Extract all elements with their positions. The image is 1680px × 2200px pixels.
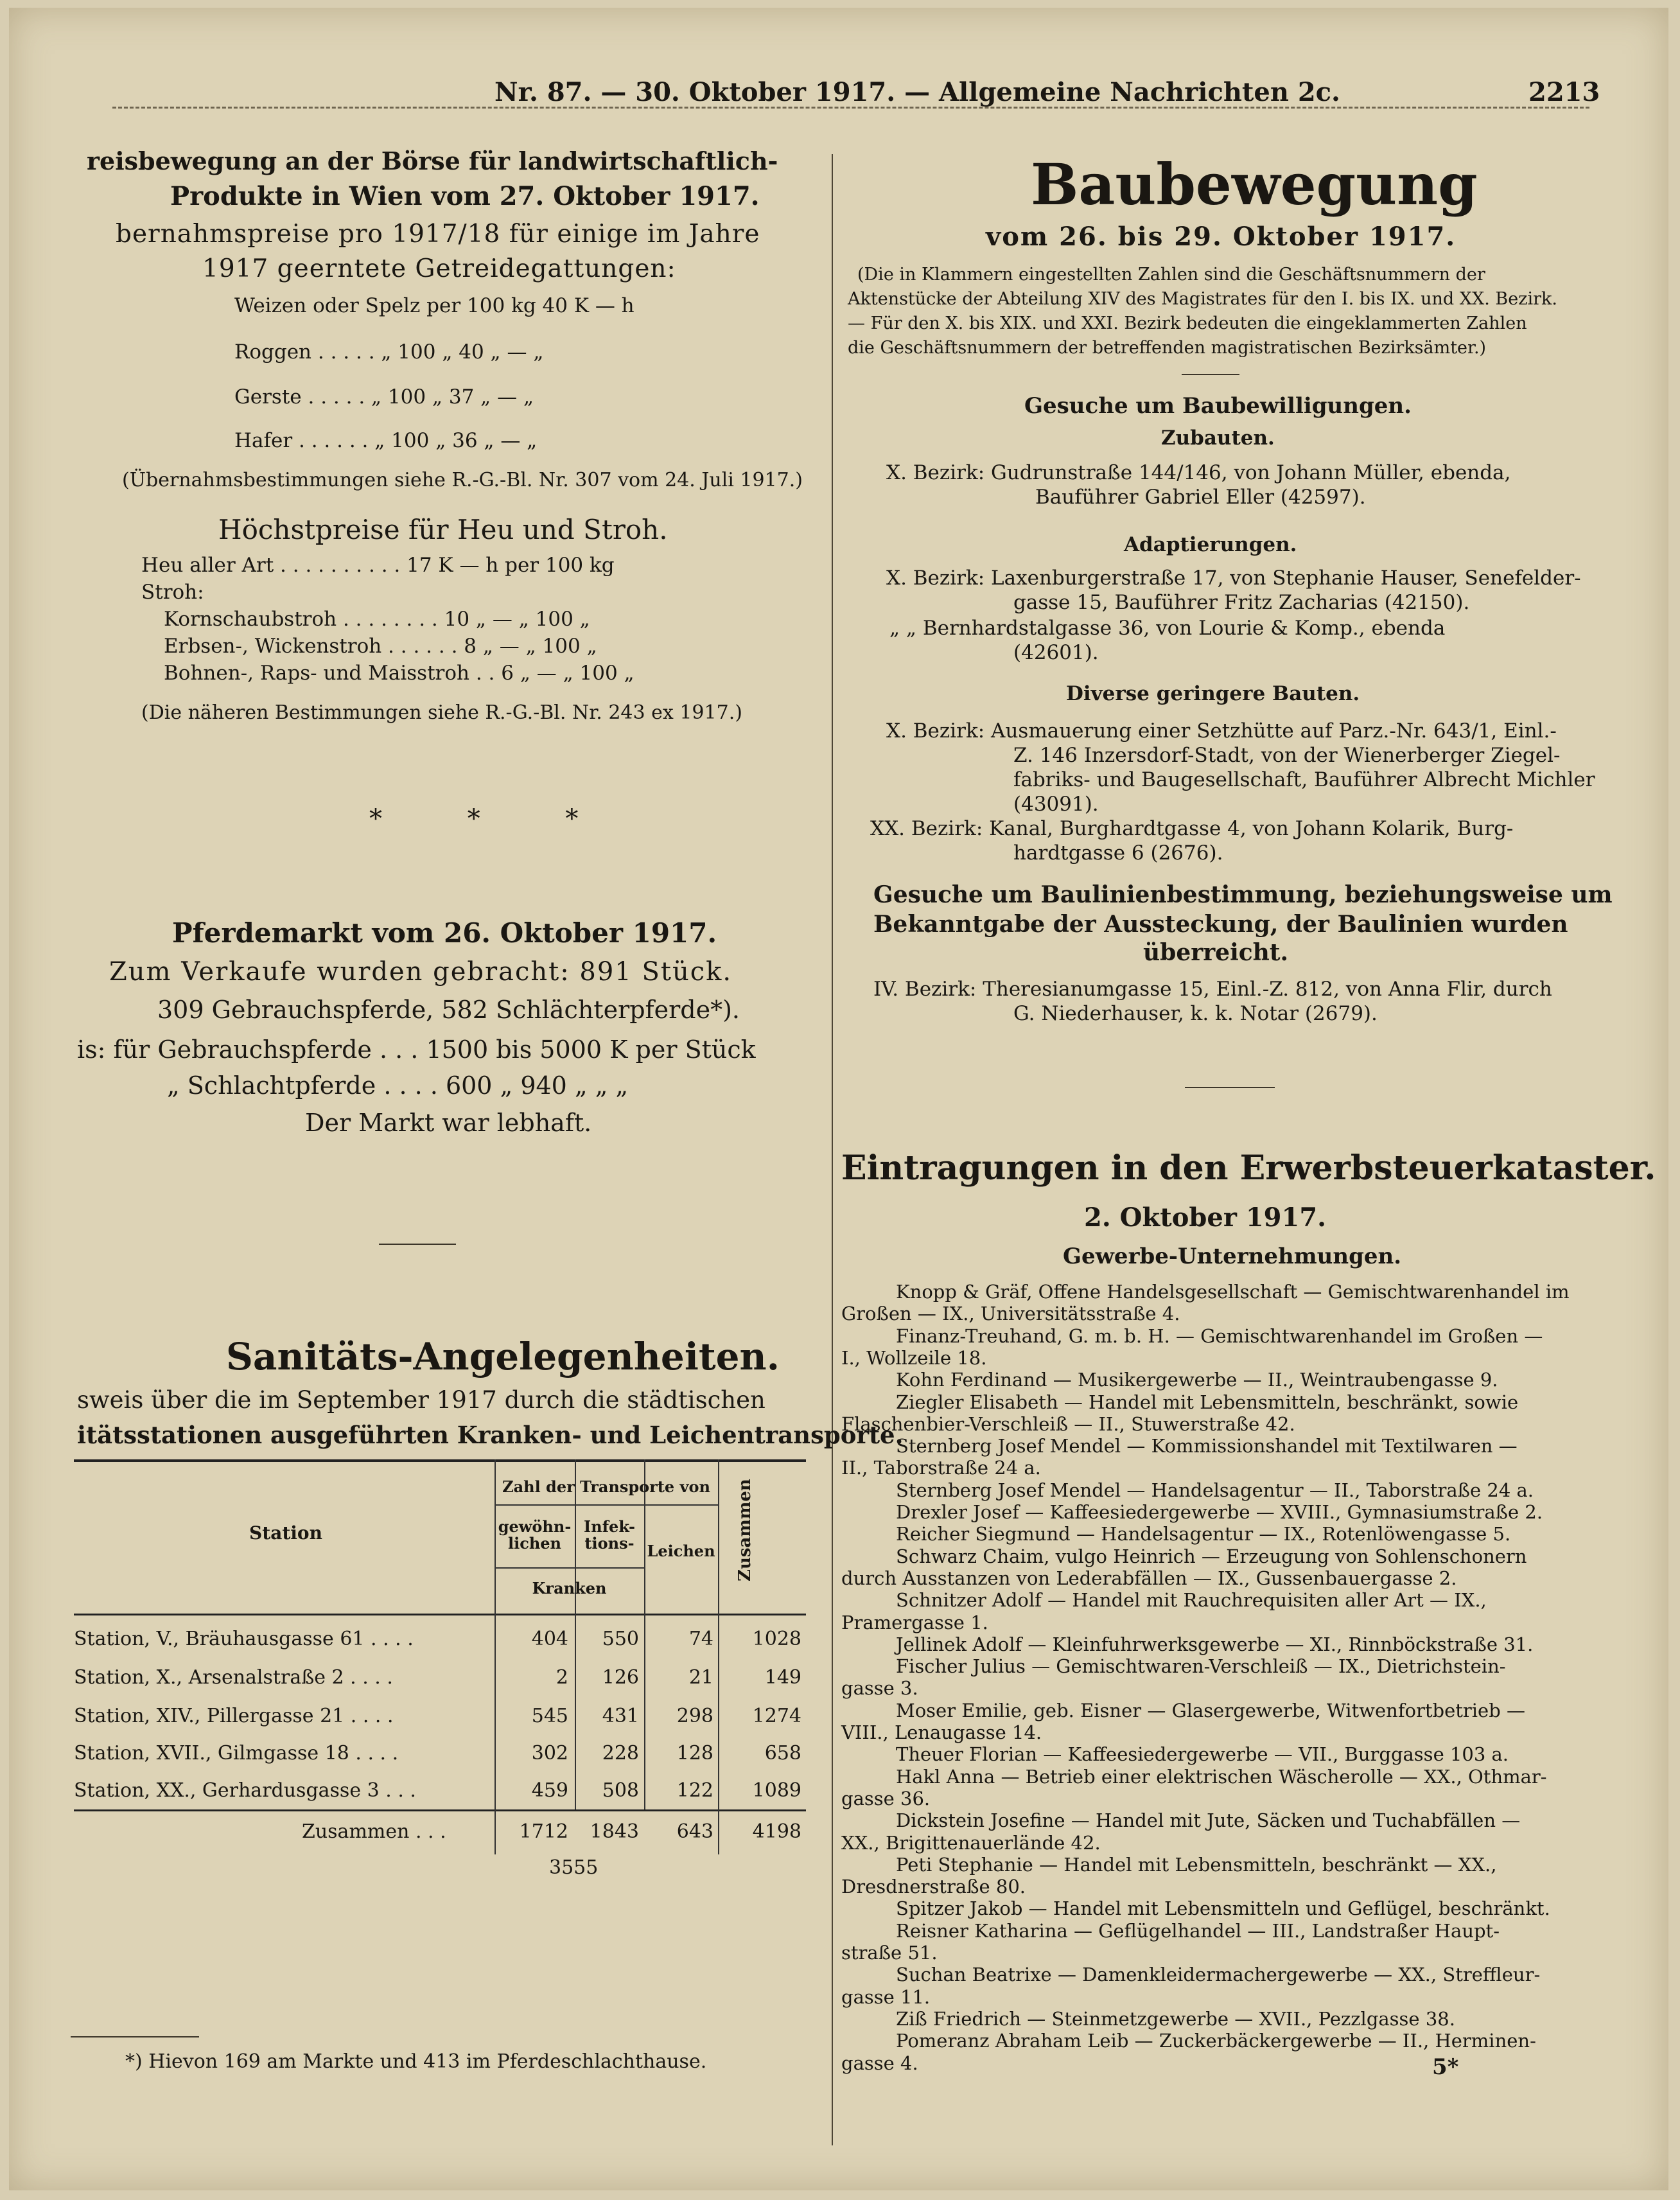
cell-gewoehnlich: 404 — [531, 1628, 568, 1650]
erwerb-line: Ziß Friedrich — Steinmetzgewerbe — XVII., Pezzlgasse 38. — [896, 2007, 1455, 2030]
bau-subtitle: vom 26. bis 29. Oktober 1917. — [986, 222, 1457, 252]
price-row: Roggen . . . . . „ 100 „ 40 „ — „ — [234, 340, 544, 364]
header-leichen: Leichen — [647, 1542, 715, 1560]
total-infektion: 1843 — [590, 1820, 639, 1843]
erwerb-line: Pramergasse 1. — [841, 1611, 988, 1633]
cell-leichen: 21 — [688, 1666, 713, 1689]
bau-intro-line: — Für den X. bis XIX. und XXI. Bezirk bedeuten die eingeklammerten Zahlen — [848, 313, 1527, 333]
adaptierung-line: gasse 15, Bauführer Fritz Zacharias (42150). — [1013, 591, 1470, 614]
erwerb-line: gasse 11. — [841, 1985, 931, 2008]
table-total-rule — [74, 1809, 806, 1811]
erwerb-line: Pomeranz Abraham Leib — Zuckerbäckergewerbe — II., Herminen- — [896, 2030, 1536, 2052]
hay-row: Erbsen-, Wickenstroh . . . . . . 8 „ — „ 100 „ — [164, 635, 597, 658]
bau-intro-line: Aktenstücke der Abteilung XIV des Magistrates für den I. bis IX. und XX. Bezirk. — [848, 289, 1557, 309]
kranken-total: 3555 — [549, 1856, 599, 1879]
h-zubauten: Zubauten. — [1161, 427, 1275, 450]
cell-infektion: 228 — [602, 1742, 639, 1764]
erwerb-line: Knopp & Gräf, Offene Handelsgesellschaft — Gemischtwarenhandel im — [896, 1281, 1570, 1303]
baulinien-line: IV. Bezirk: Theresianumgasse 15, Einl.-Z. 812, von Anna Flir, durch — [873, 978, 1552, 1001]
erwerb-line: straße 51. — [841, 1942, 938, 1964]
h-adaptierungen: Adaptierungen. — [1124, 533, 1297, 556]
section-rule — [379, 1244, 456, 1245]
footnote: *) Hievon 169 am Markte und 413 im Pferdeschlachthause. — [125, 2050, 707, 2073]
erwerb-title: Eintragungen in den Erwerbsteuerkataster. — [841, 1148, 1656, 1188]
cell-gewoehnlich: 459 — [531, 1779, 568, 1802]
total-gewoehnlich: 1712 — [519, 1820, 568, 1843]
diverse-line: XX. Bezirk: Kanal, Burghardtgasse 4, von Johann Kolarik, Burg- — [870, 817, 1514, 840]
column-divider — [832, 154, 833, 2145]
table-row-station: Station, XIV., Pillergasse 21 . . . . — [74, 1705, 394, 1727]
erwerb-line: gasse 3. — [841, 1677, 918, 1700]
erwerb-line: Suchan Beatrixe — Damenkleidermachergewerbe — XX., Streffleur- — [896, 1964, 1541, 1986]
sanitaet-intro-line2: itätsstationen ausgeführten Kranken- und Leichentransporte. — [77, 1421, 904, 1449]
header-station: Station — [249, 1522, 322, 1544]
page-number: 2213 — [1528, 77, 1600, 107]
erwerb-line: I., Wollzeile 18. — [841, 1346, 987, 1369]
h-baulinien: Gesuche um Baulinienbestimmung, beziehungsweise um — [873, 881, 1613, 908]
hay-note: (Die näheren Bestimmungen siehe R.-G.-Bl. Nr. 243 ex 1917.) — [141, 701, 742, 724]
erwerb-line: Drexler Josef — Kaffeesiedergewerbe — XVIII., Gymnasiumstraße 2. — [896, 1501, 1543, 1523]
h-baulinien: Bekanntgabe der Aussteckung, der Baulinien wurden — [873, 911, 1568, 938]
bau-intro-line: (Die in Klammern eingestellten Zahlen sind die Geschäftsnummern der — [857, 265, 1485, 285]
h-baulinien: überreicht. — [1143, 939, 1289, 966]
erwerb-line: gasse 36. — [841, 1787, 931, 1809]
sanitaet-title: Sanitäts-Angelegenheiten. — [226, 1335, 780, 1378]
table-row-station: Station, XX., Gerhardusgasse 3 . . . — [74, 1779, 416, 1802]
header-gewoehnlich: gewöhn-lichen — [498, 1517, 572, 1553]
adaptierung-line: X. Bezirk: Laxenburgerstraße 17, von Stephanie Hauser, Senefelder- — [886, 567, 1581, 590]
page-header — [0, 71, 1680, 109]
cell-gewoehnlich: 2 — [556, 1666, 568, 1689]
signature-mark: 5* — [1432, 2054, 1459, 2080]
erwerb-date: 2. Oktober 1917. — [1084, 1202, 1327, 1233]
table-border-top — [74, 1459, 806, 1462]
header-transport-group: Zahl der Transporte von — [502, 1477, 710, 1496]
erwerb-line: Theuer Florian — Kaffeesiedergewerbe — VII., Burggasse 103 a. — [896, 1743, 1509, 1766]
price-row: Hafer . . . . . . „ 100 „ 36 „ — „ — [234, 429, 538, 452]
erwerb-line: Spitzer Jakob — Handel mit Lebensmitteln und Geflügel, beschränkt. — [896, 1897, 1550, 1920]
boerse-title-line1: reisbewegung an der Börse für landwirtschaftlich- — [87, 146, 778, 175]
zubauten-line: X. Bezirk: Gudrunstraße 144/146, von Johann Müller, ebenda, — [886, 461, 1511, 484]
section-stars: * * * — [369, 804, 617, 834]
table-header-rule — [74, 1614, 806, 1615]
baulinien-line: G. Niederhauser, k. k. Notar (2679). — [1013, 1002, 1378, 1025]
price-row: Gerste . . . . . „ 100 „ 37 „ — „ — [234, 385, 534, 409]
erwerb-line: Reicher Siegmund — Handelsagentur — IX., Rotenlöwengasse 5. — [896, 1523, 1511, 1545]
cell-leichen: 74 — [688, 1628, 713, 1650]
erwerb-line: Dickstein Josefine — Handel mit Jute, Säcken und Tuchabfällen — — [896, 1809, 1521, 1832]
hay-row: Bohnen-, Raps- und Maisstroh . . 6 „ — „ 100 „ — [164, 662, 634, 685]
erwerb-line: VIII., Lenaugasse 14. — [841, 1721, 1042, 1743]
boerse-intro-line2: 1917 geerntete Getreidegattungen: — [202, 254, 676, 283]
header-title: Nr. 87. — 30. Oktober 1917. — Allgemeine Nachrichten 2c. — [494, 77, 1340, 107]
erwerb-line: Großen — IX., Universitätsstraße 4. — [841, 1303, 1180, 1325]
cell-gewoehnlich: 545 — [531, 1705, 568, 1727]
pferdemarkt-line2: 309 Gebrauchspferde, 582 Schlächterpferde*). — [157, 996, 740, 1024]
hay-row: Kornschaubstroh . . . . . . . . 10 „ — „ 100 „ — [164, 608, 590, 631]
hay-row: Heu aller Art . . . . . . . . . . 17 K — h per 100 kg — [141, 554, 615, 577]
adaptierung-line: (42601). — [1013, 641, 1099, 664]
diverse-line: (43091). — [1013, 793, 1099, 816]
pferdemarkt-line4: „ Schlachtpferde . . . . 600 „ 940 „ „ „ — [167, 1071, 629, 1100]
diverse-line: hardtgasse 6 (2676). — [1013, 841, 1223, 865]
erwerb-line: Fischer Julius — Gemischtwaren-Verschleiß — IX., Dietrichstein- — [896, 1655, 1506, 1678]
erwerb-line: Jellinek Adolf — Kleinfuhrwerksgewerbe — XI., Rinnböckstraße 31. — [896, 1633, 1534, 1655]
cell-zusammen: 658 — [764, 1742, 801, 1764]
pferdemarkt-line3: is: für Gebrauchspferde . . . 1500 bis 5000 K per Stück — [77, 1035, 756, 1064]
header-rule — [112, 107, 1589, 109]
erwerb-line: Reisner Katharina — Geflügelhandel — III., Landstraßer Haupt- — [896, 1919, 1500, 1942]
pferdemarkt-line1: Zum Verkaufe wurden gebracht: 891 Stück. — [109, 957, 733, 987]
erwerb-line: Hakl Anna — Betrieb einer elektrischen Wäscherolle — XX., Othmar- — [896, 1765, 1547, 1788]
bau-title: Baubewegung — [1031, 151, 1478, 218]
erwerb-line: Flaschenbier-Verschleiß — II., Stuwerstraße 42. — [841, 1412, 1295, 1435]
erwerb-line: gasse 4. — [841, 2052, 918, 2074]
pferdemarkt-line5: Der Markt war lebhaft. — [305, 1109, 592, 1137]
h-gesuche: Gesuche um Baubewilligungen. — [1024, 393, 1412, 419]
price-row: Weizen oder Spelz per 100 kg 40 K — h — [234, 294, 634, 317]
erwerb-line: Schnitzer Adolf — Handel mit Rauchrequisiten aller Art — IX., — [896, 1589, 1487, 1612]
cell-leichen: 298 — [676, 1705, 713, 1727]
header-zusammen: Zusammen — [735, 1479, 755, 1581]
cell-leichen: 122 — [676, 1779, 713, 1802]
table-group-rule — [494, 1504, 718, 1506]
header-kranken: Kranken — [532, 1579, 607, 1597]
boerse-title-line2: Produkte in Wien vom 27. Oktober 1917. — [170, 181, 760, 211]
erwerb-line: II., Taborstraße 24 a. — [841, 1457, 1041, 1479]
cell-infektion: 431 — [602, 1705, 639, 1727]
hay-title: Höchstpreise für Heu und Stroh. — [218, 514, 668, 545]
erwerb-line: XX., Brigittenauerlände 42. — [841, 1831, 1101, 1854]
erwerb-line: Peti Stephanie — Handel mit Lebensmitteln, beschränkt — XX., — [896, 1853, 1497, 1876]
table-row-station: Station, V., Bräuhausgasse 61 . . . . — [74, 1628, 414, 1650]
diverse-line: X. Bezirk: Ausmauerung einer Setzhütte auf Parz.-Nr. 643/1, Einl.- — [886, 719, 1557, 743]
table-row-station: Station, XVII., Gilmgasse 18 . . . . — [74, 1742, 399, 1764]
total-leichen: 643 — [676, 1820, 713, 1843]
erwerb-line: Kohn Ferdinand — Musikergewerbe — II., Weintraubengasse 9. — [896, 1369, 1498, 1391]
erwerb-line: Dresdnerstraße 80. — [841, 1876, 1026, 1898]
erwerb-line: Sternberg Josef Mendel — Kommissionshandel mit Textilwaren — — [896, 1435, 1518, 1457]
cell-zusammen: 1089 — [752, 1779, 801, 1802]
sanitaet-intro-line1: sweis über die im September 1917 durch die städtischen — [77, 1386, 766, 1414]
section-rule — [1185, 1087, 1275, 1088]
h-diverse: Diverse geringere Bauten. — [1066, 682, 1360, 705]
table-row-station: Station, X., Arsenalstraße 2 . . . . — [74, 1666, 393, 1689]
cell-infektion: 508 — [602, 1779, 639, 1802]
boerse-note: (Übernahmsbestimmungen siehe R.-G.-Bl. Nr. 307 vom 24. Juli 1917.) — [122, 469, 803, 491]
total-label: Zusammen . . . — [302, 1820, 446, 1843]
erwerb-line: Sternberg Josef Mendel — Handelsagentur — II., Taborstraße 24 a. — [896, 1479, 1534, 1501]
transport-table — [74, 1459, 806, 1893]
erwerb-line: Moser Emilie, geb. Eisner — Glasergewerbe, Witwenfortbetrieb — — [896, 1699, 1525, 1721]
hay-row: Stroh: — [141, 581, 204, 604]
pferdemarkt-title: Pferdemarkt vom 26. Oktober 1917. — [172, 917, 717, 949]
erwerb-line: durch Ausstanzen von Lederabfällen — IX., Gussenbauergasse 2. — [841, 1567, 1457, 1589]
cell-leichen: 128 — [676, 1742, 713, 1764]
cell-infektion: 126 — [602, 1666, 639, 1689]
cell-gewoehnlich: 302 — [531, 1742, 568, 1764]
total-zusammen: 4198 — [752, 1820, 801, 1843]
erwerb-line: Schwarz Chaim, vulgo Heinrich — Erzeugung von Sohlenschonern — [896, 1545, 1527, 1567]
table-kranken-rule — [494, 1567, 644, 1569]
header-infektion: Infek-tions- — [584, 1517, 635, 1553]
cell-infektion: 550 — [602, 1628, 639, 1650]
zubauten-line: Bauführer Gabriel Eller (42597). — [1035, 486, 1366, 509]
bau-intro-line: die Geschäftsnummern der betreffenden magistratischen Bezirksämter.) — [848, 338, 1487, 358]
cell-zusammen: 149 — [764, 1666, 801, 1689]
erwerb-subtitle: Gewerbe-Unternehmungen. — [1063, 1244, 1402, 1269]
cell-zusammen: 1274 — [752, 1705, 801, 1727]
boerse-intro-line1: bernahmspreise pro 1917/18 für einige im Jahre — [116, 220, 760, 249]
erwerb-line: Finanz-Treuhand, G. m. b. H. — Gemischtwarenhandel im Großen — — [896, 1324, 1543, 1347]
diverse-line: fabriks- und Baugesellschaft, Bauführer Albrecht Michler — [1013, 768, 1595, 791]
adaptierung-line: „ „ Bernhardstalgasse 36, von Lourie & Komp., ebenda — [889, 617, 1446, 640]
diverse-line: Z. 146 Inzersdorf-Stadt, von der Wienerberger Ziegel- — [1013, 744, 1561, 767]
footnote-rule — [71, 2036, 199, 2037]
cell-zusammen: 1028 — [752, 1628, 801, 1650]
erwerb-line: Ziegler Elisabeth — Handel mit Lebensmitteln, beschränkt, sowie — [896, 1391, 1519, 1413]
section-rule — [1182, 374, 1239, 375]
